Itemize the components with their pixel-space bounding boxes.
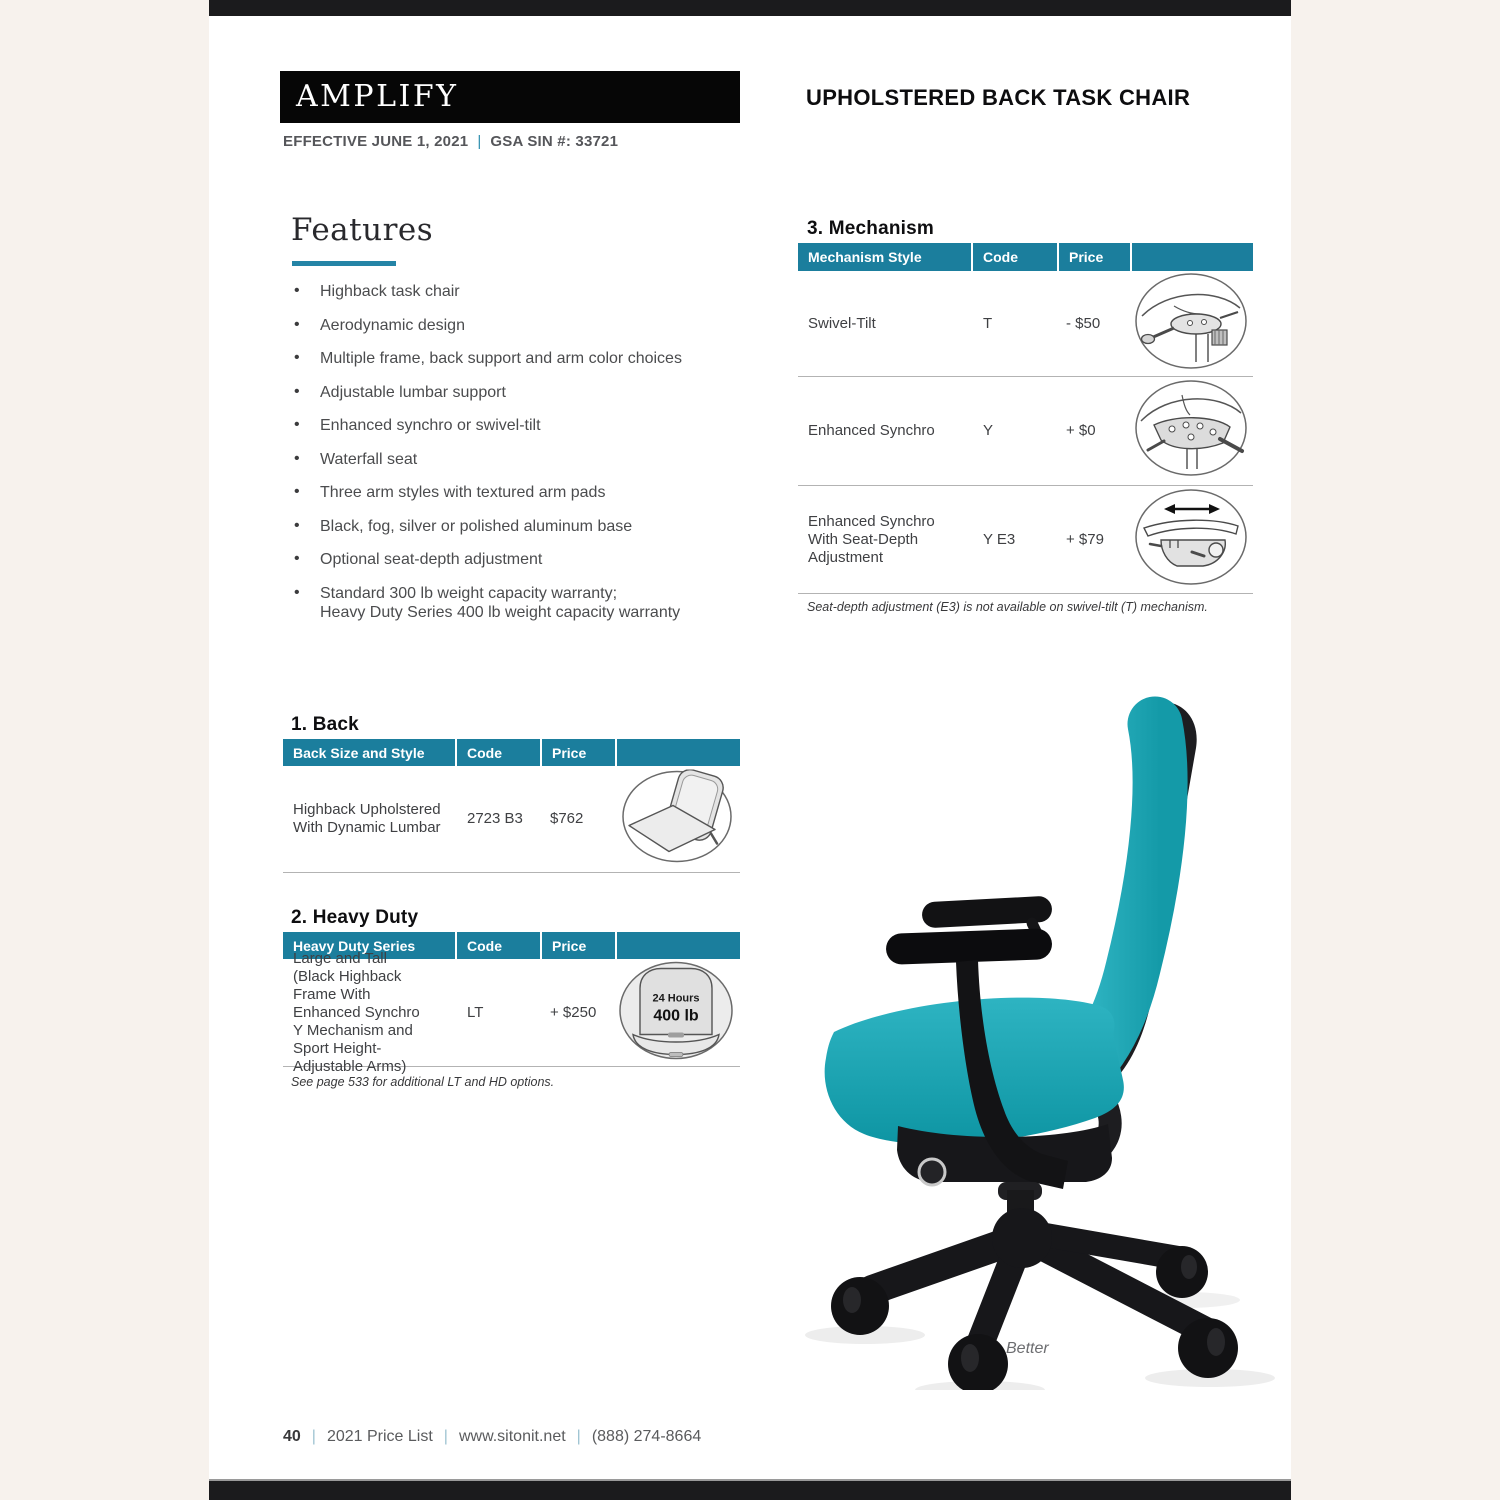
feature-text: Black, fog, silver or polished aluminum base [320,517,633,535]
bullet-icon: • [294,583,300,601]
divider-pipe: | [443,1428,448,1445]
back-section-title: 1. Back [291,714,359,735]
footer-website-link[interactable]: www.sitonit.net [458,1428,566,1445]
heavy-duty-price: + $250 [550,1003,597,1021]
footer-phone: (888) 274-8664 [591,1428,702,1445]
page-number: 40 [283,1428,301,1445]
mechanism-style: Swivel-Tilt [808,314,876,332]
feature-text: Multiple frame, back support and arm color choices [320,350,682,367]
swivel-tilt-mechanism-illustration [1134,272,1249,376]
feature-text: Aerodynamic design [320,316,465,334]
heavy-duty-label [293,950,443,1076]
badge-hours: 24 Hours [652,992,700,1004]
effective-line [283,133,618,150]
bullet-icon: • [294,349,300,366]
column-header: Mechanism Style [808,249,922,265]
feature-text: Heavy Duty Series 400 lb weight capacity warranty [320,603,681,621]
bullet-icon: • [294,516,300,534]
column-header: Back Size and Style [293,744,425,761]
heavy-duty-label-sub: (Black Highback Frame With Enhanced Synchro Y Mechanism and Sport Height-Adjustable Arms) [293,967,420,1075]
feature-item [292,316,727,335]
mechanism-price: + $0 [1066,422,1096,439]
table-row [283,949,740,1075]
mechanism-price: + $79 [1066,530,1104,548]
divider-pipe: | [576,1428,581,1445]
document-page [209,0,1291,1500]
heavy-duty-label-main: Large and Tall [293,949,387,967]
feature-item [292,517,727,536]
heavy-duty-table [283,932,740,1075]
features-list [292,282,727,636]
table-row [798,486,1253,594]
mechanism-code: Y [983,422,994,439]
feature-item [292,584,727,622]
heavy-duty-chair-illustration [619,960,734,1065]
mechanism-style: Enhanced Synchro With Seat-Depth Adjustment [808,512,935,566]
bottom-black-bar [209,1479,1291,1500]
mechanism-price: - $50 [1066,314,1101,332]
feature-text: Highback task chair [320,283,460,300]
gsa-sin: GSA SIN #: 33721 [490,133,619,150]
back-code: 2723 B3 [467,810,523,827]
table-row [798,377,1253,486]
column-header: Code [455,932,540,959]
bullet-icon: • [294,315,300,333]
chair-caption: Better [1006,1340,1049,1357]
bullet-icon: • [294,382,300,400]
heavy-duty-note: See page 533 for additional LT and HD options. [291,1075,555,1089]
feature-item [292,282,727,301]
column-header-empty [615,739,740,766]
mechanism-table [798,243,1253,594]
features-underline [292,261,396,266]
effective-date: EFFECTIVE JUNE 1, 2021 [283,133,469,150]
mechanism-section-title: 3. Mechanism [807,218,935,239]
bullet-icon: • [294,550,300,567]
column-header: Code [971,243,1057,271]
feature-text: Three arm styles with textured arm pads [320,484,606,501]
bullet-icon: • [294,483,300,500]
seat-depth-adjustment-illustration [1134,488,1249,592]
page-footer [283,1428,701,1446]
table-row [283,766,740,873]
brand-name: AMPLIFY [296,79,459,114]
enhanced-synchro-mechanism-illustration [1134,379,1249,483]
feature-item [292,450,727,469]
column-header: Heavy Duty Series [293,937,416,954]
brand-banner [280,71,740,123]
column-header: Code [455,739,540,766]
feature-item [292,416,727,435]
feature-text: Optional seat-depth adjustment [320,551,543,568]
divider-pipe: | [477,133,482,150]
highback-illustration [621,770,733,869]
column-header-empty [1130,243,1253,271]
column-header: Price [540,932,615,959]
heavy-duty-section-title: 2. Heavy Duty [291,907,419,928]
back-style: Highback Upholstered With Dynamic Lumbar [293,801,441,836]
mechanism-table-header [798,243,1253,271]
product-title: UPHOLSTERED BACK TASK CHAIR [806,85,1191,110]
back-table [283,739,740,873]
footer-price-list: 2021 Price List [326,1428,433,1445]
task-chair-image [780,690,1280,1390]
bullet-icon: • [294,282,300,299]
table-row [798,271,1253,377]
mechanism-note: Seat-depth adjustment (E3) is not available on swivel-tilt (T) mechanism. [807,600,1208,614]
heavy-duty-code: LT [467,1003,484,1021]
bullet-icon: • [294,449,300,467]
column-header: Price [1057,243,1130,271]
top-black-bar [209,0,1291,16]
column-header: Price [540,739,615,766]
mechanism-code: T [983,314,993,332]
divider-pipe: | [311,1428,316,1445]
features-title: Features [291,212,434,248]
feature-text: Adjustable lumbar support [320,383,506,401]
column-header-empty [615,932,740,959]
feature-text: Standard 300 lb weight capacity warranty; [320,584,618,602]
back-table-header [283,739,740,766]
bullet-icon: • [294,416,300,433]
back-price: $762 [550,810,584,827]
feature-item [292,483,727,502]
mechanism-code: Y E3 [983,530,1016,548]
mechanism-style: Enhanced Synchro [808,422,935,439]
feature-text: Enhanced synchro or swivel-tilt [320,417,541,434]
badge-weight: 400 lb [653,1007,699,1024]
feature-text: Waterfall seat [320,450,418,468]
feature-item [292,550,727,569]
feature-item [292,349,727,368]
feature-item [292,383,727,402]
